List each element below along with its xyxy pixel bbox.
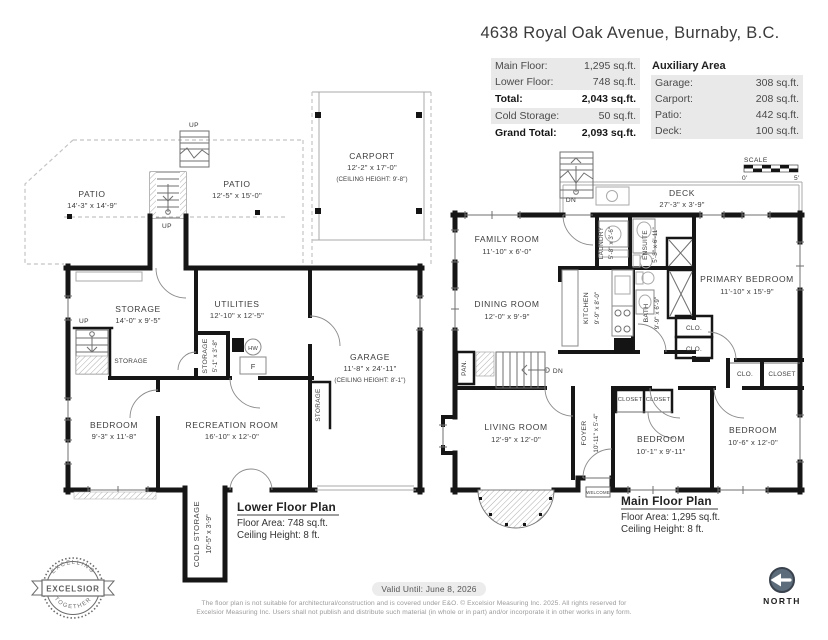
closet-label: CLO.	[736, 371, 754, 378]
room-dims-recreation: 16'-10" x 12'-0"	[204, 432, 260, 441]
plan-floor-area-main: Floor Area: 1,295 sq.ft.	[621, 512, 721, 523]
row-value: 100 sq.ft.	[755, 125, 799, 137]
plan-floor-area-lower: Floor Area: 748 sq.ft.	[237, 518, 328, 529]
room-label-dining: DINING ROOM	[474, 299, 540, 309]
room-label-kitchen: KITCHEN	[583, 292, 590, 324]
row-value: 748 sq.ft.	[592, 76, 636, 88]
plan-title-lower: Lower Floor Plan	[237, 500, 336, 514]
room-dims-bath: 9'-9" x 6'-9"	[654, 296, 661, 330]
logo-name: EXCELSIOR	[46, 584, 100, 594]
row-label: Carport:	[655, 93, 693, 105]
row-value: 50 sq.ft.	[598, 110, 636, 122]
main-floor-plan	[439, 152, 804, 535]
stairs-upper-up	[180, 131, 209, 167]
disclaimer-line1: The floor plan is not suitable for architectural/construction and is covered under E&O. © Excelsior Measuring Inc. 2025. All rights reserved for	[201, 600, 627, 607]
room-label-utilities: UTILITIES	[214, 299, 260, 309]
main-plan-caption	[621, 494, 720, 535]
room-label-recreation: RECREATION ROOM	[185, 420, 279, 430]
room-dims-ensuite: 5'-8" x 6'-11"	[652, 227, 659, 263]
row-value: 208 sq.ft.	[755, 93, 799, 105]
row-label: Garage:	[655, 77, 693, 89]
room-label-bath: BATH	[643, 303, 650, 323]
row-label: Grand Total:	[495, 127, 557, 139]
stairs-patio-up	[150, 172, 186, 218]
room-label-living: LIVING ROOM	[484, 422, 548, 432]
room-dims-bedroom1: 10'-1" x 9'-11"	[636, 447, 686, 456]
room-dims-cold-storage: 10'-5" x 3'-9"	[206, 514, 213, 554]
plan-title-main: Main Floor Plan	[621, 494, 712, 508]
valid-until-badge: Valid Until: June 8, 2026	[372, 582, 486, 596]
row-label: Deck:	[655, 125, 682, 137]
room-label-garage: GARAGE	[350, 352, 390, 362]
dn-label: DN	[552, 368, 564, 375]
scale-start: 0'	[742, 175, 748, 182]
room-label-patio-left: PATIO	[78, 189, 106, 199]
disclaimer-line2: Excelsior Measuring Inc. Users shall not publish and distribute such material (in whole or in part) and/or incorporate it in other works in any form.	[196, 608, 632, 616]
page-title: 4638 Royal Oak Avenue, Burnaby, B.C.	[480, 24, 780, 42]
room-label-carport: CARPORT	[349, 151, 395, 161]
scale-end: 5'	[794, 175, 800, 182]
bbq-icon	[596, 187, 629, 205]
room-label-ensuite: ENSUITE	[642, 230, 649, 260]
closet-label: CLO.	[685, 346, 703, 353]
room-dims-bedroom2: 10'-6" x 12'-0"	[728, 438, 778, 447]
scale-label: SCALE	[744, 157, 768, 164]
room-dims-storage-small: 5'-1" x 3'-8"	[212, 339, 219, 373]
closet-label: CLO.	[685, 325, 703, 332]
storage-nook-label: STORAGE	[315, 388, 322, 422]
row-value: 2,093 sq.ft.	[581, 127, 636, 139]
room-dims-bedroom-lower: 9'-3" x 11'-8"	[91, 432, 137, 441]
up-label: UP	[162, 223, 172, 230]
room-label-patio-right: PATIO	[223, 179, 251, 189]
plan-ceiling-main: Ceiling Height: 8 ft.	[621, 524, 704, 535]
row-label: Cold Storage:	[495, 110, 560, 122]
lower-plan-caption	[237, 500, 339, 541]
room-label-deck: DECK	[668, 188, 696, 198]
room-label-primary: PRIMARY BEDROOM	[700, 274, 794, 284]
auxiliary-heading: Auxiliary Area	[652, 60, 726, 72]
closet-label: CLOSET	[617, 397, 643, 403]
room-dims-carport: 12'-2" x 17'-0"	[347, 163, 397, 172]
row-label: Main Floor:	[495, 60, 548, 72]
row-label: Total:	[495, 93, 523, 105]
north-label: NORTH	[763, 596, 801, 606]
row-value: 1,295 sq.ft.	[584, 60, 636, 72]
furnace-label: F	[250, 362, 256, 371]
row-value: 308 sq.ft.	[755, 77, 799, 89]
logo-arc-top	[50, 560, 95, 575]
up-label: UP	[189, 122, 199, 129]
room-note-garage: (CEILING HEIGHT: 8'-1")	[334, 377, 406, 384]
room-dims-living: 12'-9" x 12'-0"	[491, 435, 541, 444]
room-dims-garage: 11'-8" x 24'-11"	[343, 364, 397, 373]
row-label: Lower Floor:	[495, 76, 554, 88]
room-label-storage-small: STORAGE	[202, 338, 209, 374]
chimney-block	[232, 338, 244, 352]
room-dims-deck: 27'-3" x 3'-9"	[659, 200, 705, 209]
room-label-laundry: LAUNDRY	[598, 226, 605, 260]
storage-under-stairs-label: STORAGE	[114, 358, 148, 365]
deck-outline	[560, 182, 802, 215]
stairs-main-down	[496, 352, 549, 388]
row-label: Patio:	[655, 109, 682, 121]
lower-interior-walls	[74, 268, 330, 490]
room-note-carport: (CEILING HEIGHT: 9'-8")	[336, 176, 408, 183]
lower-floor-plan	[25, 92, 431, 580]
room-dims-laundry: 5'-8" x 3'-6"	[608, 226, 615, 260]
room-dims-family: 11'-10" x 6'-0"	[482, 247, 532, 256]
room-dims-primary: 11'-10" x 15'-9"	[720, 287, 774, 296]
stairs-lower-up	[76, 330, 108, 374]
pantry-label: PAN.	[461, 360, 468, 376]
disclaimer	[0, 600, 828, 617]
room-label-family: FAMILY ROOM	[474, 234, 540, 244]
logo-arc-bottom-text: TOGETHER	[52, 596, 94, 611]
room-label-foyer: FOYER	[581, 420, 588, 446]
room-dims-dining: 12'-0" x 9'-9"	[484, 312, 530, 321]
room-dims-kitchen: 9'-9" x 8'-0"	[594, 291, 601, 325]
bay-window	[478, 490, 554, 528]
room-label-bedroom-lower: BEDROOM	[89, 420, 139, 430]
scale-bar	[742, 157, 800, 182]
room-dims-patio-right: 12'-5" x 15'-0"	[212, 191, 262, 200]
lower-windows	[64, 296, 424, 499]
room-label-storage: STORAGE	[115, 304, 161, 314]
room-label-bedroom2: BEDROOM	[728, 425, 778, 435]
plan-ceiling-lower: Ceiling Height: 8 ft.	[237, 530, 320, 541]
logo-arc-top-text: EXCELLING	[50, 559, 96, 576]
stairs-deck-down	[560, 152, 593, 198]
closet-label: CLOSET	[645, 397, 671, 403]
room-dims-foyer: 10'-11" x 5'-4"	[593, 413, 600, 453]
room-dims-patio-left: 14'-3" x 14'-9"	[67, 201, 117, 210]
room-label-bedroom1: BEDROOM	[636, 434, 686, 444]
room-dims-storage: 14'-0" x 9'-5"	[115, 316, 161, 325]
up-label: UP	[79, 318, 89, 325]
room-label-cold-storage: COLD STORAGE	[192, 500, 201, 568]
row-value: 2,043 sq.ft.	[581, 93, 636, 105]
hot-water-label: HW	[248, 346, 258, 352]
welcome-label: WELCOME	[586, 490, 610, 495]
dn-label: DN	[565, 197, 577, 204]
room-dims-utilities: 12'-10" x 12'-5"	[209, 311, 265, 320]
closet-label: CLOSET	[768, 371, 796, 378]
row-value: 442 sq.ft.	[755, 109, 799, 121]
